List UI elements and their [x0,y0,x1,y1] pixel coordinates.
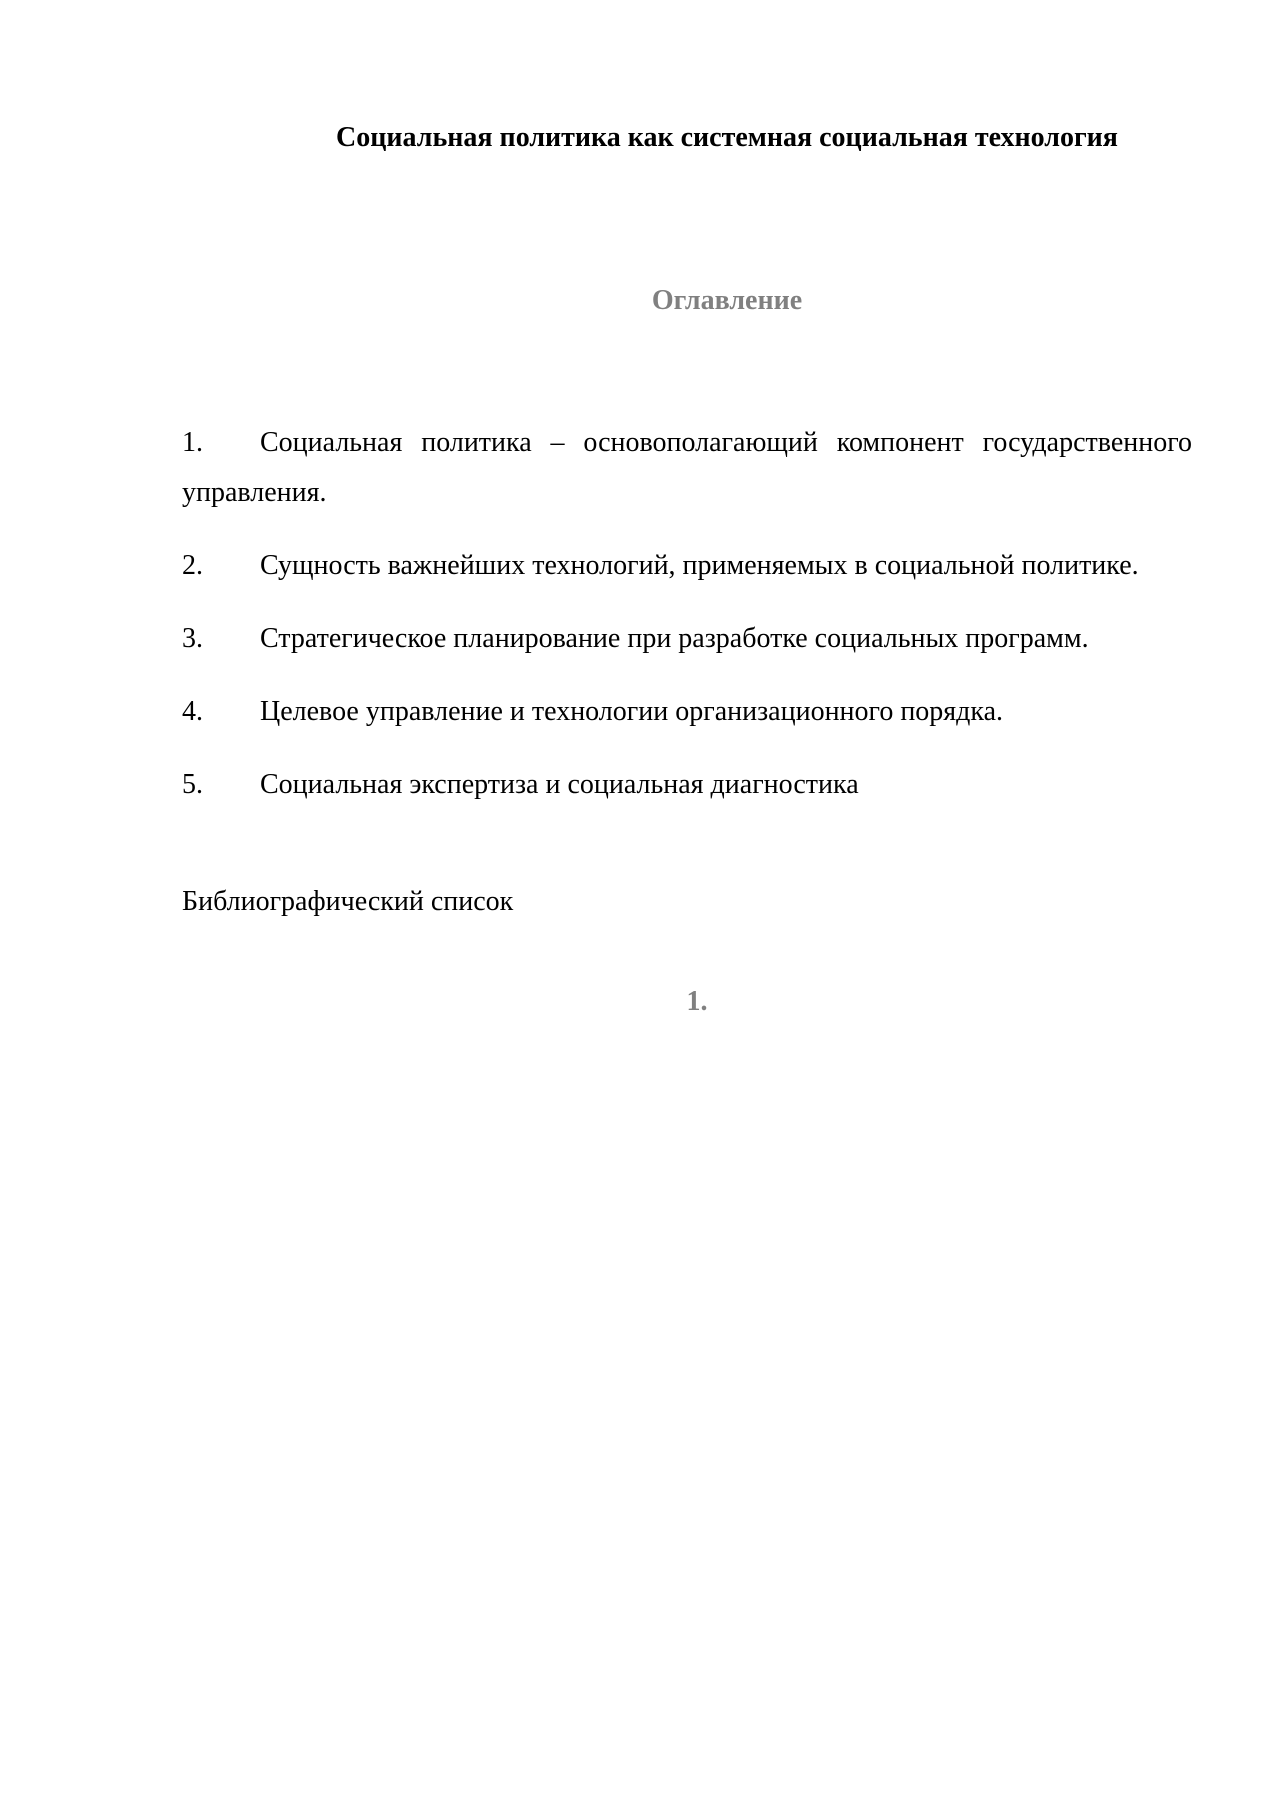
toc-item [182,541,1192,591]
bibliography-entry: Библиографический список [182,886,514,917]
document-title: Социальная политика как системная социальная технология [336,122,1118,153]
toc-item-number: 1. [182,427,203,458]
toc-item-text: Целевое управление и технологии организационного порядка. [260,696,1004,727]
toc-item [182,418,1192,518]
toc-item-text: Сущность важнейших технологий, применяемых в социальной политике. [260,550,1139,581]
toc-item-text: Социальная экспертиза и социальная диагностика [260,769,859,800]
toc-item-number: 5. [182,769,203,800]
section-number: 1. [686,986,708,1017]
toc-item-number: 4. [182,696,203,727]
toc-item-number: 2. [182,550,203,581]
toc-heading: Оглавление [651,285,803,316]
toc-list [182,418,1192,833]
toc-item [182,687,1192,737]
toc-item [182,614,1192,664]
toc-item-text: Стратегическое планирование при разработке социальных программ. [260,623,1089,654]
toc-item [182,760,1192,810]
toc-item-text: Социальная политика – основополагающий компонент государственного управления. [182,427,1192,508]
toc-item-number: 3. [182,623,203,654]
